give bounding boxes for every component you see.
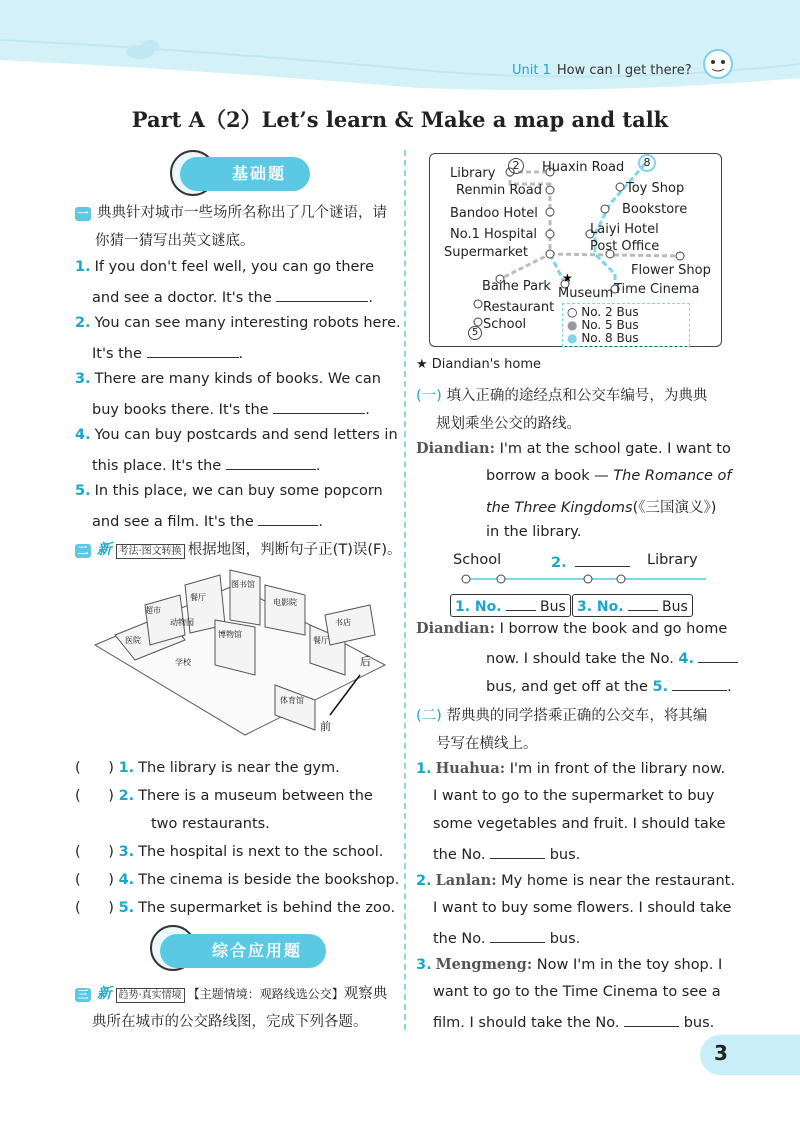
stop-toy-shop: Toy Shop xyxy=(626,181,685,196)
instruction: 根据地图，判断句子正(T)误(F)。 xyxy=(187,542,402,558)
section-number: 二 xyxy=(75,544,91,558)
type-tag: 考法·图文转换 xyxy=(116,544,185,559)
punct: . xyxy=(315,458,321,474)
new-tag: 新 xyxy=(97,542,112,558)
q-number: 5. xyxy=(652,679,669,695)
page-number: 3 xyxy=(714,1041,728,1065)
map-label: 动物园 xyxy=(170,618,194,627)
stop-school: School xyxy=(483,317,527,332)
legend-bus-5: No. 5 Bus xyxy=(581,318,639,332)
route-line xyxy=(456,572,716,586)
stop-supermarket: Supermarket xyxy=(444,245,528,260)
route-from: School xyxy=(453,552,502,568)
speaker: Diandian: xyxy=(416,620,495,637)
tf-paren[interactable]: ( ) xyxy=(75,844,114,860)
instruction-cont: 规划乘坐公交的路线。 xyxy=(436,416,581,432)
mascot-icon xyxy=(704,50,732,78)
map-label: 电影院 xyxy=(273,598,297,607)
city-map-illustration xyxy=(85,565,395,740)
stop-huaxin-road: Huaxin Road xyxy=(542,160,625,175)
map-label: 医院 xyxy=(125,636,141,645)
bus-8-marker: 8 xyxy=(638,154,656,172)
q-text: buy books there. It's the xyxy=(92,402,269,418)
q-text: I want to buy some flowers. I should take xyxy=(433,900,732,916)
q-text: If you don't feel well, you can go there xyxy=(94,259,374,275)
header-band xyxy=(0,0,800,95)
punct: . xyxy=(368,290,373,306)
instruction-cont: 号写在横线上。 xyxy=(436,736,538,752)
answer-blank[interactable] xyxy=(628,596,658,611)
bus-legend: ○ No. 2 Bus ● No. 5 Bus ● No. 8 Bus xyxy=(562,303,690,347)
stop-post-office: Post Office xyxy=(590,239,660,254)
bus-5-marker: 5 xyxy=(468,326,482,340)
stop-no1-hospital: No.1 Hospital xyxy=(450,227,538,242)
q-number: 2. xyxy=(416,873,432,889)
q-number: 4. xyxy=(118,872,135,888)
answer-blank[interactable] xyxy=(226,455,316,470)
punct: . xyxy=(318,514,324,530)
topic: 【主题情境：观路线选公交】 xyxy=(187,987,344,1001)
map-label: 体育馆 xyxy=(280,696,304,705)
q-text: There are many kinds of books. We can xyxy=(94,371,381,387)
q-text: some vegetables and fruit. I should take xyxy=(433,816,726,832)
home-star-icon: ★ xyxy=(562,271,573,285)
q-text: this place. It's the xyxy=(92,458,222,474)
q-number: 2. xyxy=(118,788,135,804)
bus-label: Bus xyxy=(662,599,688,615)
answer-blank[interactable] xyxy=(276,287,368,302)
q-number: 1. xyxy=(75,259,91,275)
stop-restaurant: Restaurant xyxy=(483,300,555,315)
q-number: 3. xyxy=(118,844,135,860)
punct: . xyxy=(365,402,370,418)
dialog-text: in the library. xyxy=(486,524,582,540)
tf-paren[interactable]: ( ) xyxy=(75,872,114,888)
stop-laiyi-hotel: Laiyi Hotel xyxy=(590,222,659,237)
punct: . xyxy=(727,679,732,695)
q-text: My home is near the restaurant. xyxy=(501,873,735,889)
instruction-cont: 你猜一猜写出英文谜底。 xyxy=(95,233,255,249)
direction-back: 后 xyxy=(360,655,371,668)
speaker: Mengmeng: xyxy=(435,956,533,973)
dialog-text: bus, and get off at the xyxy=(486,679,648,695)
q-text: the No. xyxy=(433,847,486,863)
stop-renmin-road: Renmin Road xyxy=(456,183,542,198)
q-text: the No. xyxy=(433,931,486,947)
dialog-text: I'm at the school gate. I want to xyxy=(499,441,731,457)
part-number: (二) xyxy=(416,708,442,724)
map-label: 餐厅 xyxy=(313,636,329,645)
q-number: 5. xyxy=(75,483,91,499)
answer-blank[interactable] xyxy=(624,1012,679,1027)
unit-number: Unit 1 xyxy=(512,63,551,78)
q-text: bus. xyxy=(549,931,581,947)
q-number: 5. xyxy=(118,900,135,916)
instruction: 典典针对城市一些场所名称出了几个谜语，请 xyxy=(97,205,387,221)
q-text: In this place, we can buy some popcorn xyxy=(94,483,383,499)
q-text: Now I'm in the toy shop. I xyxy=(536,957,723,973)
q-text: You can see many interesting robots here. xyxy=(94,315,401,331)
q-text: I'm in front of the library now. xyxy=(509,761,726,777)
home-note-text: Diandian's home xyxy=(431,357,542,372)
q-number: 2. xyxy=(551,555,567,571)
bus-box-1 xyxy=(450,594,571,617)
q-text: two restaurants. xyxy=(151,816,270,832)
answer-blank[interactable] xyxy=(506,596,536,611)
dialog-text: borrow a book — xyxy=(486,468,609,484)
basic-badge: 基础题 xyxy=(180,157,310,191)
q-text: The hospital is next to the school. xyxy=(138,844,384,860)
q-text: You can buy postcards and send letters in xyxy=(94,427,398,443)
answer-blank[interactable] xyxy=(672,676,727,691)
q-text: and see a film. It's the xyxy=(92,514,254,530)
q-text: The library is near the gym. xyxy=(138,760,340,776)
instruction-cont: 典所在城市的公交路线图，完成下列各题。 xyxy=(92,1014,368,1030)
answer-blank[interactable] xyxy=(698,648,738,663)
map-label: 博物馆 xyxy=(218,630,242,639)
legend-bus-2: No. 2 Bus xyxy=(581,305,639,319)
stop-baihe-park: Baihe Park xyxy=(482,279,551,294)
stop-time-cinema: Time Cinema xyxy=(614,282,700,297)
instruction: 填入正确的途经点和公交车编号，为典典 xyxy=(446,388,708,404)
q-number: 1. xyxy=(416,761,432,777)
direction-front: 前 xyxy=(320,720,331,733)
tf-paren[interactable]: ( ) xyxy=(75,760,114,776)
map-label: 超市 xyxy=(145,606,161,615)
q-number: 4. xyxy=(75,427,91,443)
part-number: (一) xyxy=(416,388,442,404)
dialog-text: now. I should take the No. xyxy=(486,651,674,667)
q-number: 3. xyxy=(416,957,432,973)
map-label: 图书馆 xyxy=(231,580,255,589)
q-text: The supermarket is behind the zoo. xyxy=(138,900,396,916)
book-title: The Romance of xyxy=(613,468,732,484)
answer-blank[interactable] xyxy=(575,552,630,567)
column-divider xyxy=(404,150,406,1030)
unit-label xyxy=(512,63,692,78)
q-text: I want to go to the supermarket to buy xyxy=(433,788,715,804)
q-text: want to go to the Time Cinema to see a xyxy=(433,984,721,1000)
q-text: bus. xyxy=(683,1015,715,1031)
q-text: film. I should take the No. xyxy=(433,1015,620,1031)
answer-blank[interactable] xyxy=(490,844,545,859)
section-2-header xyxy=(75,538,402,559)
book-title: the Three Kingdoms xyxy=(486,500,633,516)
dialog-text: I borrow the book and go home xyxy=(499,621,728,637)
section-number: 一 xyxy=(75,207,91,221)
bus-route-map xyxy=(429,153,722,347)
q-number: 1. xyxy=(118,760,135,776)
q-text: There is a museum between the xyxy=(138,788,373,804)
stop-bookstore: Bookstore xyxy=(622,202,688,217)
page-number-tab xyxy=(700,1035,800,1075)
speaker: Diandian: xyxy=(416,440,495,457)
answer-blank[interactable] xyxy=(258,511,318,526)
legend-bus-8: No. 8 Bus xyxy=(581,331,639,345)
page-title: Part A（2）Let’s learn & Make a map and talk xyxy=(131,107,669,132)
tf-paren[interactable]: ( ) xyxy=(75,788,114,804)
q-number: 4. xyxy=(678,651,695,667)
map-label: 书店 xyxy=(335,618,351,627)
answer-blank[interactable] xyxy=(490,928,545,943)
bus-2-marker: 2 xyxy=(508,158,524,174)
q-text: The cinema is beside the bookshop. xyxy=(138,872,400,888)
instruction: 帮典典的同学搭乘正确的公交车，将其编 xyxy=(446,708,708,724)
stop-flower-shop: Flower Shop xyxy=(631,263,711,278)
q-number: 3. No. xyxy=(577,599,624,615)
bus-label: Bus xyxy=(540,599,566,615)
speaker: Huahua: xyxy=(435,760,506,777)
q-text: bus. xyxy=(549,847,581,863)
answer-blank[interactable] xyxy=(273,399,365,414)
bus-box-3 xyxy=(572,594,693,617)
applied-badge: 综合应用题 xyxy=(160,934,326,968)
answer-blank[interactable] xyxy=(147,343,239,358)
book-title-cn: (《三国演义》) xyxy=(632,500,717,516)
stop-museum: Museum xyxy=(558,286,614,301)
speaker: Lanlan: xyxy=(435,872,497,889)
punct: . xyxy=(238,346,244,362)
stop-library: Library xyxy=(450,166,496,181)
tf-paren[interactable]: ( ) xyxy=(75,900,114,916)
section-number: 三 xyxy=(75,988,91,1002)
q-number: 3. xyxy=(75,371,91,387)
new-tag: 新 xyxy=(97,986,112,1002)
q-text: It's the xyxy=(92,346,142,362)
q-text: and see a doctor. It's the xyxy=(92,290,272,306)
stop-bandoo-hotel: Bandoo Hotel xyxy=(450,206,538,221)
lesson-title: How can I get there? xyxy=(556,63,692,78)
route-to: Library xyxy=(647,552,698,568)
map-label: 学校 xyxy=(175,658,191,667)
home-note: ★ Diandian's home xyxy=(416,357,542,372)
instruction: 观察典 xyxy=(343,986,388,1002)
q-number: 1. No. xyxy=(455,599,502,615)
map-label: 餐厅 xyxy=(190,593,206,602)
type-tag: 趋势·真实情境 xyxy=(116,988,185,1003)
q-number: 2. xyxy=(75,315,91,331)
